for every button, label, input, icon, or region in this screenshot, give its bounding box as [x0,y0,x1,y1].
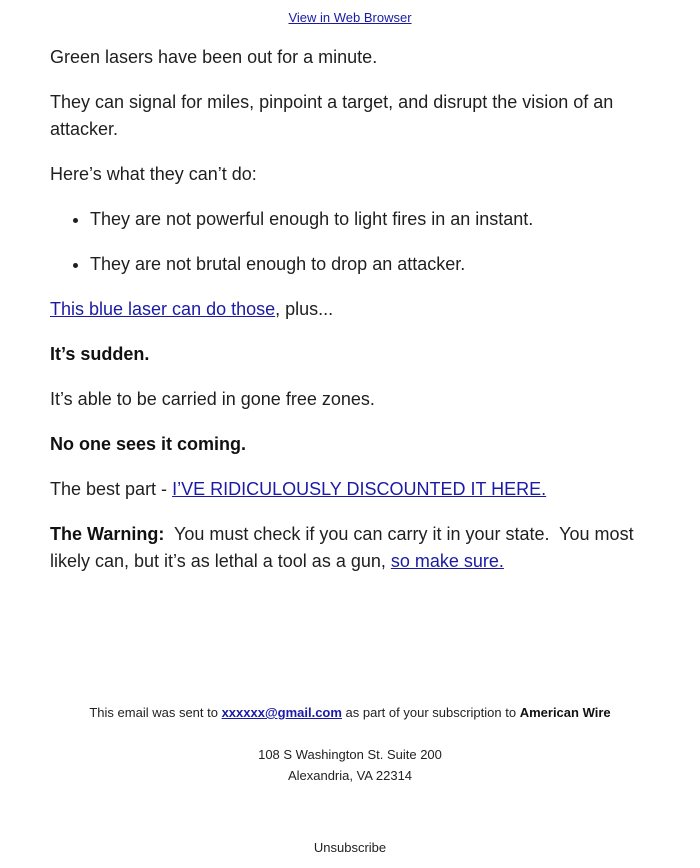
unsubscribe-link[interactable]: Unsubscribe [313,840,387,855]
warning-label: The Warning: [50,524,165,544]
address-line-1: 108 S Washington St. Suite 200 [258,747,442,762]
view-in-browser-link[interactable]: View in Web Browser [288,10,412,25]
cant-do-paragraph: Here’s what they can’t do: [50,164,257,184]
list-item: • They are not powerful enough to light fires in an instant. [90,206,650,233]
sent-middle: as part of your subscription to [341,705,520,720]
unsubscribe-bar [0,840,700,855]
make-sure-link[interactable]: so make sure. [390,551,504,571]
blue-laser-rest: , plus... [275,299,334,319]
list-item: • They are not brutal enough to drop an attacker. [90,251,650,278]
best-part-prefix: The best part - [50,479,173,499]
intro-paragraph: Green lasers have been out for a minute. [50,47,378,67]
sent-prefix: This email was sent to [89,705,222,720]
no-one-sees-paragraph: No one sees it coming. [50,434,247,454]
discount-link[interactable]: I’VE RIDICULOUSLY DISCOUNTED IT HERE. [172,479,547,499]
view-in-browser-bar [0,10,700,25]
blue-laser-link[interactable]: This blue laser can do those [50,299,276,319]
warning-paragraph [50,521,650,575]
carry-paragraph: It’s able to be carried in gone free zones. [50,389,375,409]
brand-name: American Wire [519,705,611,720]
limitations-list [50,206,650,278]
recipient-email-link[interactable]: xxxxxx@gmail.com [221,705,342,720]
sudden-paragraph: It’s sudden. [50,344,150,364]
blue-laser-paragraph [50,296,650,323]
mailing-address [0,744,700,786]
capabilities-paragraph: They can signal for miles, pinpoint a target, and disrupt the vision of an attacker. [50,92,614,139]
email-body [50,44,650,593]
address-line-2: Alexandria, VA 22314 [287,768,413,783]
best-part-paragraph [50,476,650,503]
subscription-notice [0,705,700,720]
warning-text: You must check if you can carry it in your state. You most likely can, but it’s as lethal a tool as a gun, [50,524,639,571]
